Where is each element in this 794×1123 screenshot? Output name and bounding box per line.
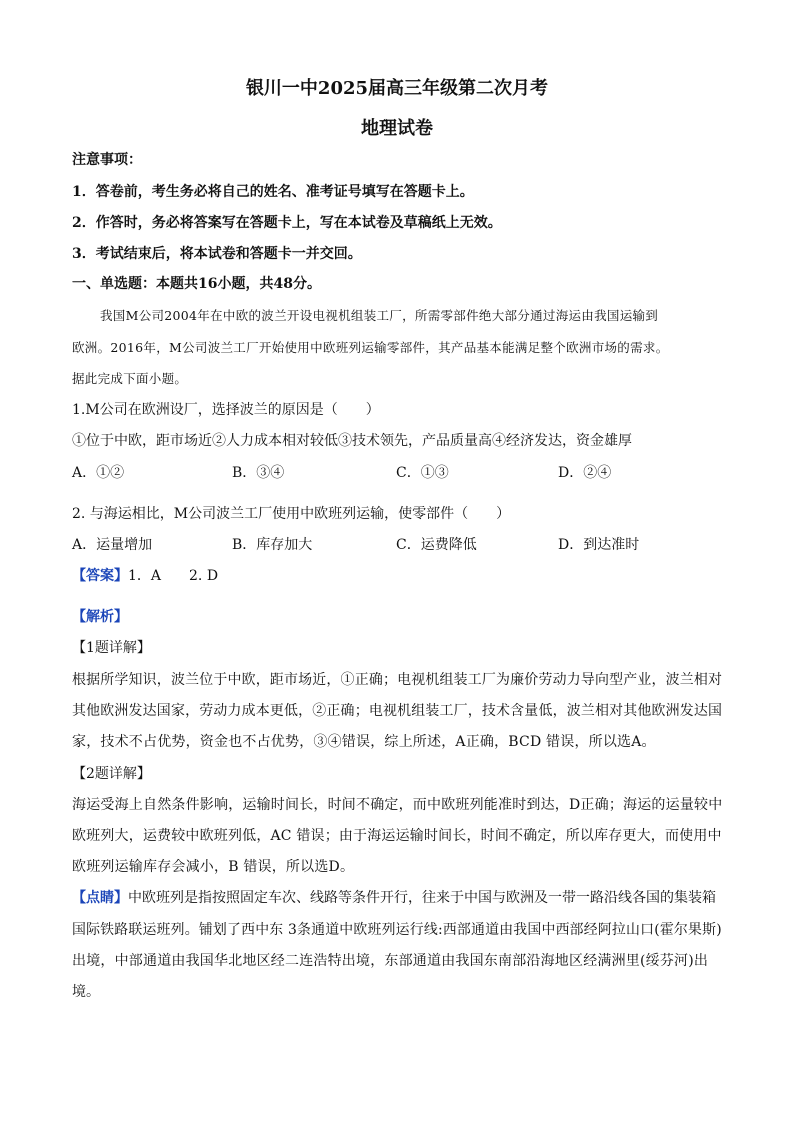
q1-option-d: D．②④ [558,465,612,481]
analysis-label: 【解析】 [72,609,128,625]
passage-line-3: 据此完成下面小题。 [72,371,188,386]
detail-1-line-1: 根据所学知识，波兰位于中欧，距市场近，①正确；电视机组装工厂为廉价劳动力导向型产业，波兰相对 [72,672,723,688]
answer-text: 1．A 2. D [128,568,219,584]
detail-2-line-2: 欧班列大，运费较中欧班列低，AC 错误；由于海运运输时间长，时间不确定，所以库存更大，而使用中 [72,828,722,844]
passage-line-2: 欧洲。2016年，M公司波兰工厂开始使用中欧班列运输零部件，其产品基本能满足整个欧洲市场的需求。 [72,340,669,355]
q1-option-b: B．③④ [232,465,285,481]
exam-subtitle: 地理试卷 [361,118,433,139]
detail-1-line-3: 家，技术不占优势，资金也不占优势，③④错误，综上所述，A正确，BCD 错误，所以选A。 [72,734,656,750]
q2-option-b: B．库存加大 [232,537,313,553]
q1-option-a: A．①② [72,465,125,481]
notice-item-3: 3．考试结束后，将本试卷和答题卡一并交回。 [72,246,362,262]
detail-2-line-1: 海运受海上自然条件影响，运输时间长，时间不确定，而中欧班列能准时到达，D正确；海运的运量较中 [72,797,723,813]
q2-option-d: D．到达准时 [558,537,640,553]
q2-option-a: A．运量增加 [72,537,153,553]
passage-line-1: 我国M公司2004年在中欧的波兰开设电视机组装工厂，所需零部件绝大部分通过海运由我国运输到 [100,308,659,323]
tip-text-1: 中欧班列是指按照固定车次、线路等条件开行，往来于中国与欧洲及一带一路沿线各国的集装箱 [128,890,716,906]
tip-line-1 [72,888,716,908]
tip-line-2: 国际铁路联运班列。铺划了西中东 3条通道中欧班列运行线:西部通道由我国中西部经阿拉山口(霍尔果斯) [72,922,722,938]
q2-option-c: C．运费降低 [396,537,477,553]
detail-1-label: 【1题详解】 [72,640,151,656]
detail-2-label: 【2题详解】 [72,766,151,782]
answer-label: 【答案】 [72,568,128,584]
detail-1-line-2: 其他欧洲发达国家，劳动力成本更低，②正确；电视机组装工厂，技术含量低，波兰相对其他欧洲发达国 [72,703,723,719]
tip-line-3: 出境，中部通道由我国华北地区经二连浩特出境，东部通道由我国东南部沿海地区经满洲里(绥芬河)出 [72,953,709,969]
notice-heading: 注意事项： [72,152,142,168]
detail-2-line-3: 欧班列运输库存会减小，B 错误，所以选D。 [72,859,355,875]
q1-statement: ①位于中欧，距市场近②人力成本相对较低③技术领先，产品质量高④经济发达，资金雄厚 [72,433,632,449]
exam-title: 银川一中2025届高三年级第二次月考 [245,78,549,99]
notice-item-1: 1．答卷前，考生务必将自己的姓名、准考证号填写在答题卡上。 [72,184,474,200]
q1-option-c: C．①③ [396,465,449,481]
q2-stem: 2. 与海运相比，M公司波兰工厂使用中欧班列运输，使零部件（ ） [72,506,511,522]
notice-item-2: 2．作答时，务必将答案写在答题卡上，写在本试卷及草稿纸上无效。 [72,215,502,231]
q1-stem: 1.M公司在欧洲设厂，选择波兰的原因是（ ） [72,402,380,418]
tip-line-4: 境。 [72,984,100,1000]
answer-row [72,566,218,586]
tip-label: 【点睛】 [72,890,128,906]
section-heading: 一、单选题：本题共16小题，共48分。 [72,276,321,292]
